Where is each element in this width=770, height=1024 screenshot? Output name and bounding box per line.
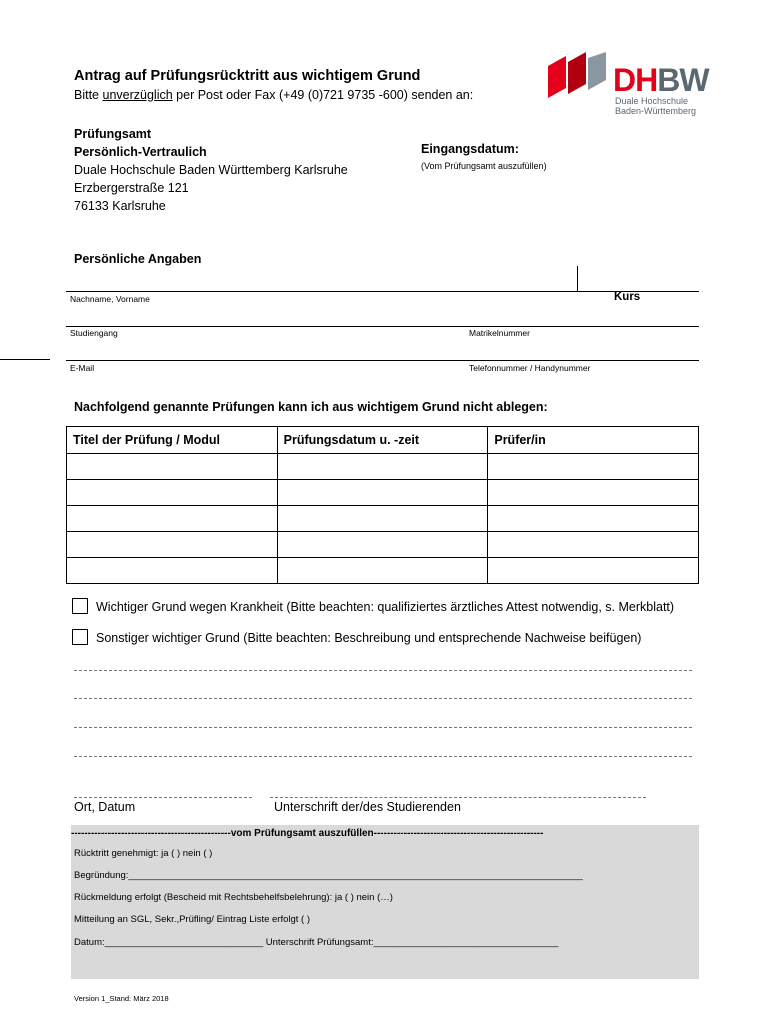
office-approval: Rücktritt genehmigt: ja ( ) nein ( ) (74, 848, 213, 859)
subtitle-underlined: unverzüglich (102, 88, 173, 102)
address-line3: Duale Hochschule Baden Württemberg Karlsruhe (74, 163, 348, 177)
name-line (66, 291, 699, 292)
office-reason: Begründung:______________________________________________________________________________________ (74, 870, 583, 881)
receipt-date-note: (Vom Prüfungsamt auszufüllen) (421, 161, 547, 171)
col-date: Prüfungsdatum u. -zeit (277, 427, 488, 454)
illness-label: Wichtiger Grund wegen Krankheit (Bitte beachten: qualifiziertes ärztliches Attest notwendig, s. Merkblatt) (96, 600, 675, 614)
address-line2: Persönlich-Vertraulich (74, 145, 207, 159)
illness-checkbox[interactable] (72, 598, 88, 614)
version-footer: Version 1_Stand: März 2018 (74, 994, 169, 1003)
exam-date-cell[interactable] (277, 506, 488, 532)
exam-title-cell[interactable] (67, 454, 278, 480)
exam-date-cell[interactable] (277, 480, 488, 506)
subtitle-pre: Bitte (74, 88, 103, 102)
matrikel-label: Matrikelnummer (469, 328, 530, 338)
description-line[interactable] (74, 756, 692, 757)
exam-date-cell[interactable] (277, 454, 488, 480)
exam-examiner-cell[interactable] (488, 480, 699, 506)
recipient-address (74, 125, 348, 215)
student-signature-line[interactable] (270, 797, 646, 798)
place-date-line[interactable] (74, 797, 252, 798)
office-date-signature: Datum:______________________________ Unterschrift Prüfungsamt:___________________________________ (74, 937, 559, 948)
other-reason-label: Sonstiger wichtiger Grund (Bitte beachten: Beschreibung und entsprechende Nachweise beifügen) (96, 631, 642, 645)
place-date-label: Ort, Datum (74, 800, 136, 814)
logo-line1: Duale Hochschule (615, 96, 689, 106)
address-line5: 76133 Karlsruhe (74, 199, 166, 213)
exam-examiner-cell[interactable] (488, 558, 699, 584)
exam-date-cell[interactable] (277, 532, 488, 558)
col-title: Titel der Prüfung / Modul (67, 427, 278, 454)
exam-title-cell[interactable] (67, 558, 278, 584)
description-line[interactable] (74, 670, 692, 671)
exam-examiner-cell[interactable] (488, 532, 699, 558)
table-row (67, 480, 699, 506)
logo-subtitle (615, 96, 696, 116)
email-label: E-Mail (70, 363, 95, 373)
table-row (67, 558, 699, 584)
studiengang-line (66, 326, 699, 327)
other-reason-checkbox[interactable] (72, 629, 88, 645)
address-line1: Prüfungsamt (74, 127, 152, 141)
exam-examiner-cell[interactable] (488, 506, 699, 532)
exams-intro: Nachfolgend genannte Prüfungen kann ich aus wichtigem Grund nicht ablegen: (74, 400, 548, 414)
exam-date-cell[interactable] (277, 558, 488, 584)
margin-mark (0, 359, 50, 360)
subtitle-post: per Post oder Fax (+49 (0)721 9735 -600) senden an: (172, 88, 474, 102)
studiengang-label: Studiengang (70, 328, 118, 338)
office-notification: Mitteilung an SGL, Sekr.,Prüfling/ Eintrag Liste erfolgt ( ) (74, 914, 311, 925)
description-line[interactable] (74, 698, 692, 699)
exam-title-cell[interactable] (67, 532, 278, 558)
office-header: ------------------------------------------------vom Prüfungsamt auszufüllen--------------------------------------------------- (71, 828, 544, 839)
form-subtitle (74, 88, 473, 102)
form-title: Antrag auf Prüfungsrücktritt aus wichtigem Grund (74, 68, 421, 84)
table-row (67, 532, 699, 558)
exam-title-cell[interactable] (67, 506, 278, 532)
logo-wordmark: DHBW (613, 62, 709, 98)
receipt-date-label: Eingangsdatum: (421, 142, 519, 156)
kurs-label: Kurs (614, 291, 641, 303)
name-label: Nachname, Vorname (70, 294, 150, 304)
student-signature-label: Unterschrift der/des Studierenden (274, 800, 461, 814)
exams-table (66, 426, 699, 584)
exam-examiner-cell[interactable] (488, 454, 699, 480)
exam-title-cell[interactable] (67, 480, 278, 506)
personal-section-title: Persönliche Angaben (74, 252, 202, 266)
description-line[interactable] (74, 727, 692, 728)
table-row (67, 454, 699, 480)
table-row (67, 506, 699, 532)
office-feedback: Rückmeldung erfolgt (Bescheid mit Rechtsbehelfsbelehrung): ja ( ) nein (…) (74, 892, 393, 903)
phone-label: Telefonnummer / Handynummer (469, 363, 591, 373)
kurs-divider (577, 266, 578, 291)
col-examiner: Prüfer/in (488, 427, 699, 454)
logo-line2: Baden-Württemberg (615, 106, 697, 116)
dhbw-logo-icon (548, 52, 610, 104)
email-line (66, 360, 699, 361)
exams-header-row (67, 427, 699, 454)
address-line4: Erzbergerstraße 121 (74, 181, 189, 195)
